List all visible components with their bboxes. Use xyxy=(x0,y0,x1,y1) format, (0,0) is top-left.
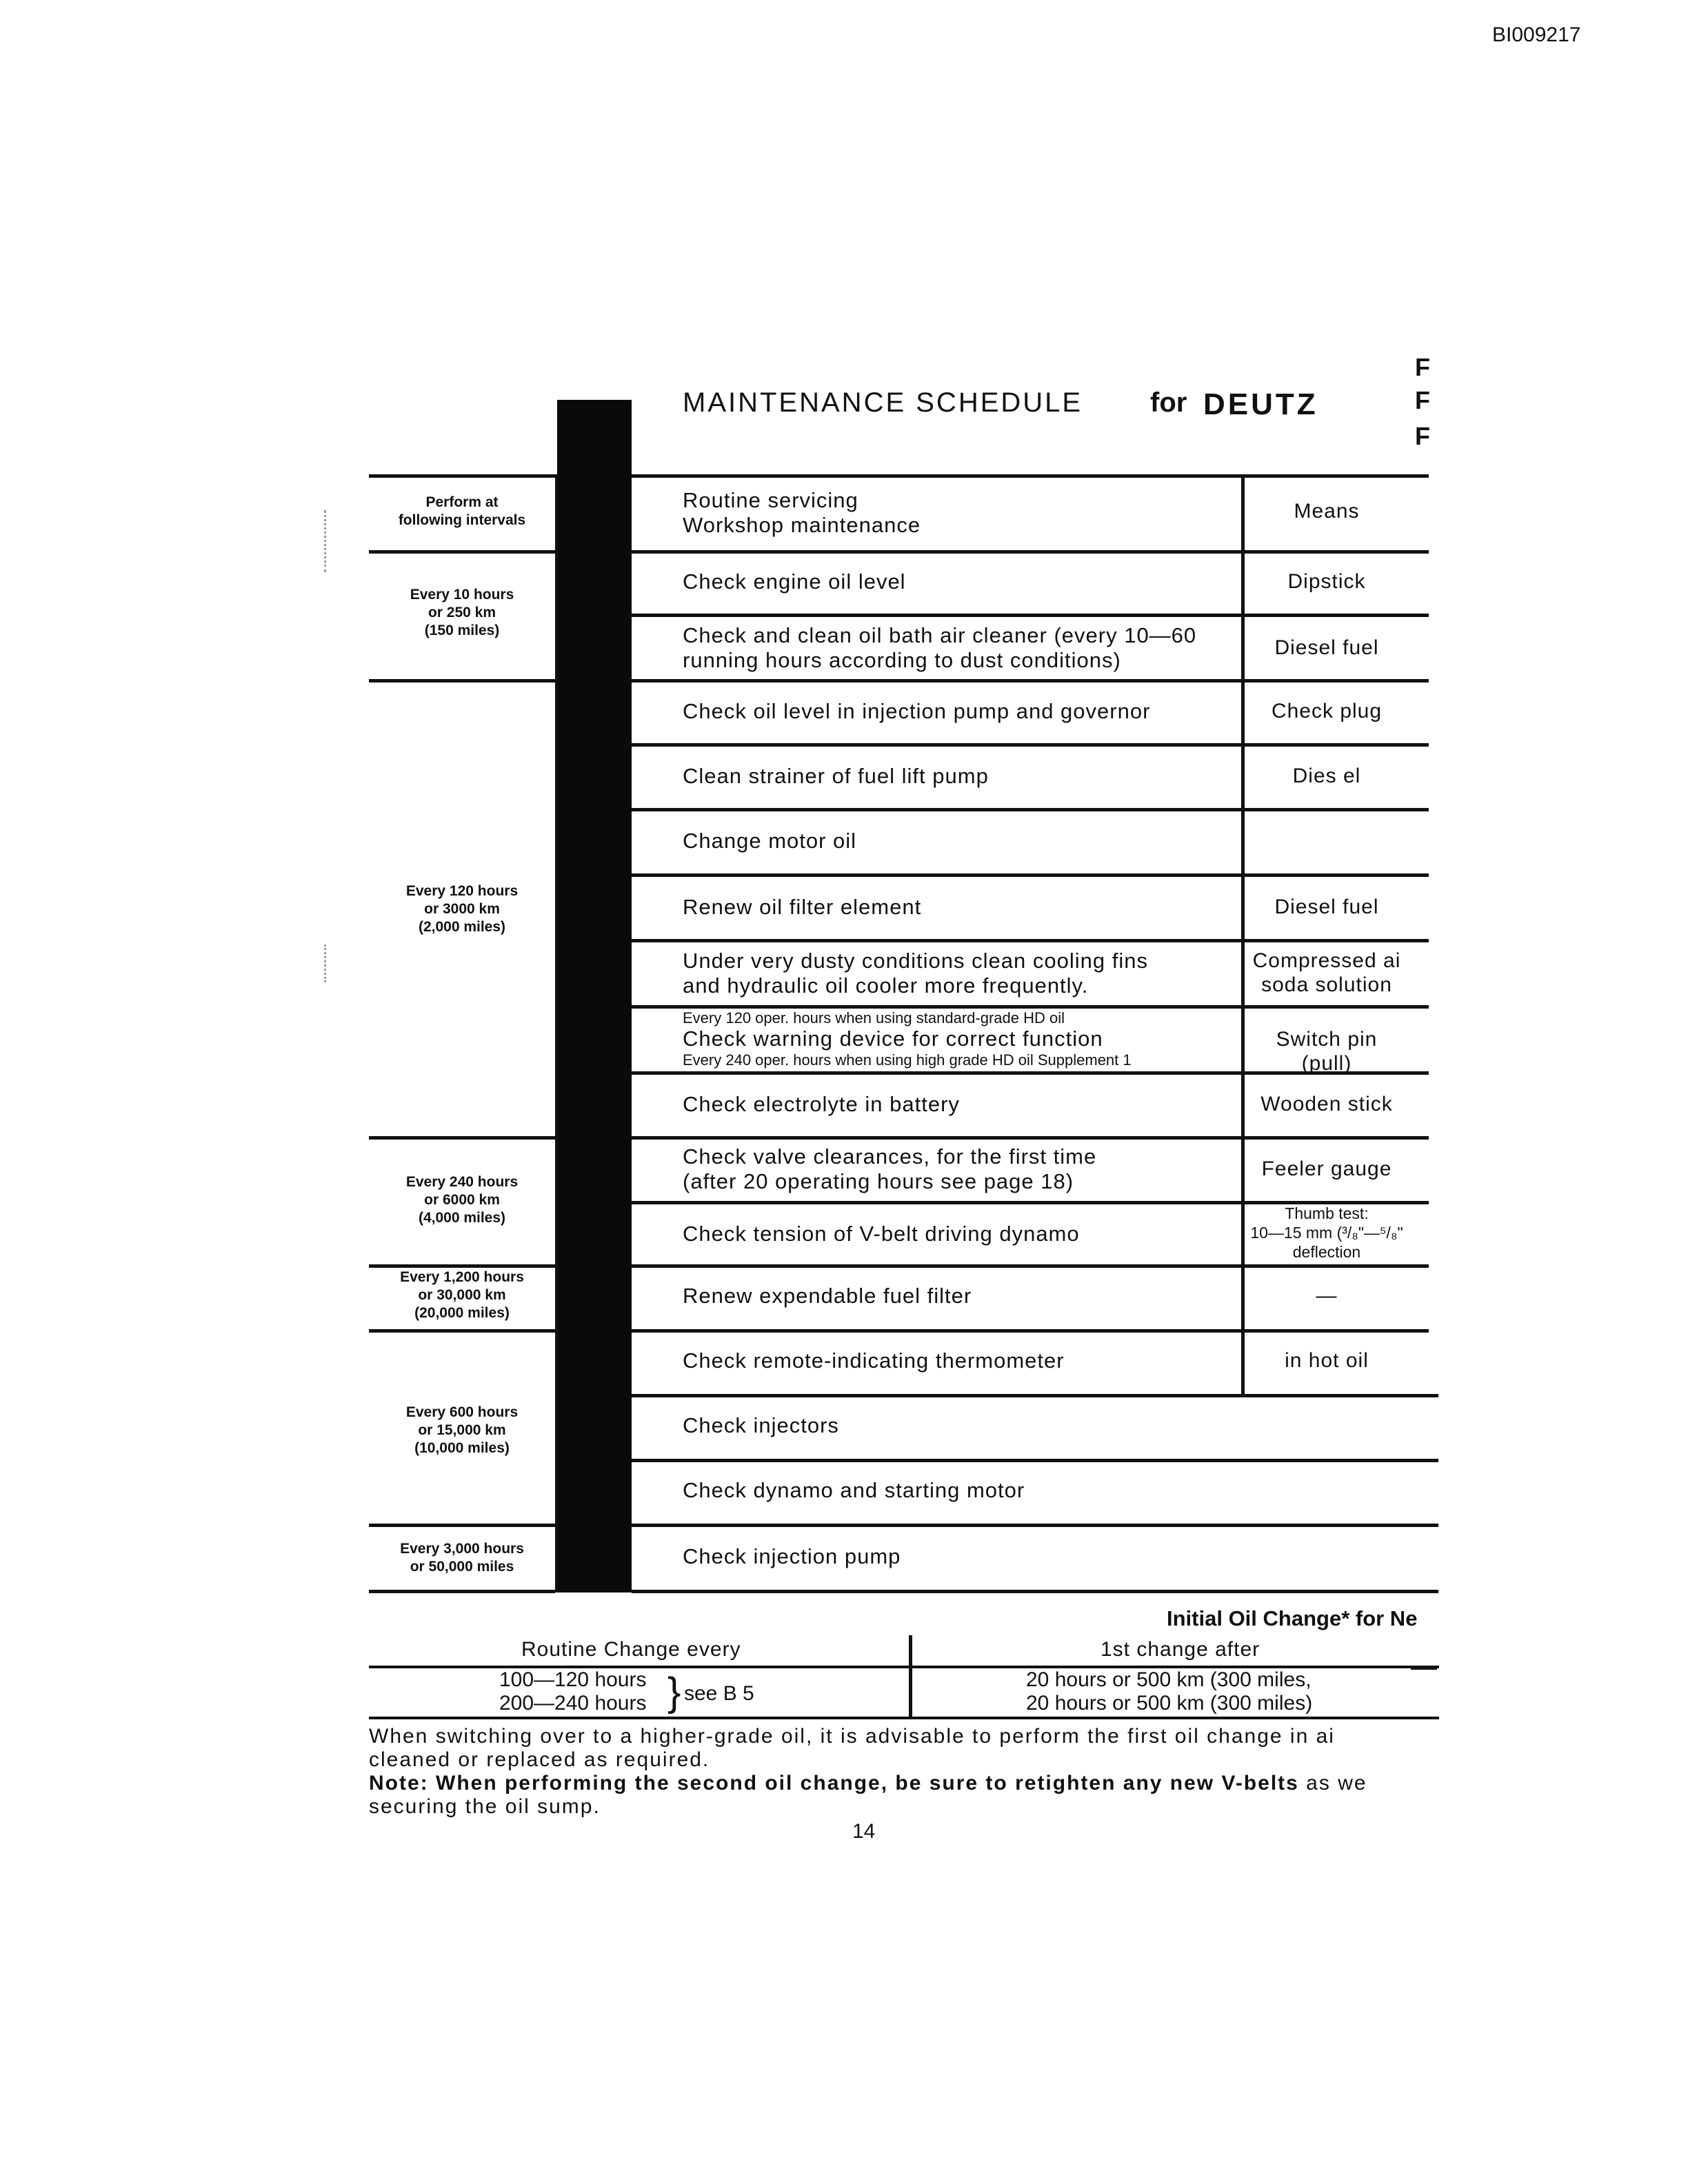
edge-letter: F xyxy=(1415,353,1430,381)
interval-600h: Every 600 hours or 15,000 km (10,000 miles) xyxy=(405,1404,519,1456)
rule xyxy=(369,1136,555,1140)
rule xyxy=(632,873,1429,877)
means-cell: in hot oil xyxy=(1285,1349,1369,1372)
page-title: MAINTENANCE SCHEDULE xyxy=(683,387,1083,418)
rule xyxy=(632,808,1429,811)
task-row: Check valve clearances, for the first time (after 20 operating hours see page 18) xyxy=(683,1144,1097,1193)
brace: } xyxy=(667,1670,681,1715)
page-number: 14 xyxy=(852,1820,876,1843)
task-row: Clean strainer of fuel lift pump xyxy=(683,764,989,788)
rule xyxy=(369,1264,555,1268)
means-cell: Dipstick xyxy=(1287,570,1366,593)
first-change-values: 20 hours or 500 km (300 miles, 20 hours or 500 km (300 miles) xyxy=(1026,1668,1313,1715)
edge-letter: F xyxy=(1415,386,1430,414)
task-row: Check dynamo and starting motor xyxy=(683,1478,1025,1502)
black-vertical-bar xyxy=(557,400,632,1593)
rule xyxy=(369,474,555,478)
oil-change-heading: Initial Oil Change* for Ne xyxy=(1167,1606,1418,1630)
interval-1200h: Every 1,200 hours or 30,000 km (20,000 miles) xyxy=(400,1269,524,1321)
see-reference: see B 5 xyxy=(684,1682,754,1705)
rule xyxy=(632,1394,1438,1397)
task-row: Check engine oil level xyxy=(683,569,906,594)
first-change-header: 1st change after xyxy=(1101,1638,1260,1661)
means-cell: Diesel fuel xyxy=(1274,636,1379,659)
advice-paragraph: When switching over to a higher-grade oil, it is advisable to perform the first oil change in ai cleaned or replaced as required. Note: When performing the second oil change, be sure to retighten any new V-belts as we securing the oil sump. xyxy=(369,1725,1367,1818)
task-row: Every 120 oper. hours when using standard-grade HD oil Check warning device for correct function Every 240 oper. hours when using high grade HD oil Supplement 1 xyxy=(683,1009,1132,1069)
rule xyxy=(632,679,1429,682)
task-row: Check tension of V-belt driving dynamo xyxy=(683,1222,1080,1246)
rule xyxy=(632,614,1429,617)
column-divider xyxy=(1241,474,1245,1394)
task-row: Check and clean oil bath air cleaner (every 10—60 running hours according to dust conditions) xyxy=(683,623,1197,672)
interval-240h: Every 240 hours or 6000 km (4,000 miles) xyxy=(405,1174,519,1226)
task-header: Routine servicing Workshop maintenance xyxy=(683,488,921,537)
edge-letter: F xyxy=(1415,422,1430,450)
rule xyxy=(632,743,1429,747)
margin-mark xyxy=(324,944,328,982)
brand-logo: DEUTZ xyxy=(1203,387,1318,421)
means-cell: Wooden stick xyxy=(1260,1093,1393,1115)
rule xyxy=(632,1329,1429,1333)
interval-header: Perform at following intervals xyxy=(398,494,526,528)
rule xyxy=(369,550,555,554)
means-cell: Feeler gauge xyxy=(1261,1157,1392,1180)
rule xyxy=(369,1524,555,1527)
means-cell: Compressed ai soda solution xyxy=(1252,949,1401,996)
means-cell: Thumb test: 10—15 mm (³/₈"—⁵/₈" deflection xyxy=(1250,1204,1403,1261)
means-cell: Dies el xyxy=(1292,765,1361,787)
rule xyxy=(632,1590,1438,1593)
rule xyxy=(369,679,555,682)
means-cell: Diesel fuel xyxy=(1274,896,1379,918)
column-divider xyxy=(909,1635,912,1718)
rule xyxy=(632,1005,1429,1009)
means-header: Means xyxy=(1294,500,1360,523)
task-row: Renew expendable fuel filter xyxy=(683,1284,972,1308)
rule xyxy=(1411,1667,1437,1670)
column-divider xyxy=(555,474,559,1593)
rule xyxy=(632,1524,1438,1527)
rule xyxy=(632,1136,1429,1140)
means-cell: Check plug xyxy=(1271,700,1383,722)
task-row: Check electrolyte in battery xyxy=(683,1092,960,1116)
task-row: Check oil level in injection pump and governor xyxy=(683,699,1151,723)
rule xyxy=(369,1590,555,1593)
task-row: Check injectors xyxy=(683,1413,839,1437)
rule xyxy=(369,1717,1439,1719)
rule xyxy=(369,1329,555,1333)
routine-values: 100—120 hours 200—240 hours xyxy=(499,1668,647,1715)
for-word: for xyxy=(1150,387,1187,418)
task-row: Under very dusty conditions clean cooling fins and hydraulic oil cooler more frequently. xyxy=(683,949,1148,998)
rule xyxy=(632,1459,1438,1462)
means-cell: Switch pin (pull) xyxy=(1276,1028,1378,1075)
rule xyxy=(632,550,1429,554)
document-id: BI009217 xyxy=(1492,23,1581,46)
task-row: Change motor oil xyxy=(683,829,857,853)
interval-3000h: Every 3,000 hours or 50,000 miles xyxy=(400,1541,524,1575)
routine-change-header: Routine Change every xyxy=(521,1638,741,1661)
interval-10h: Every 10 hours or 250 km (150 miles) xyxy=(410,587,514,638)
task-row: Renew oil filter element xyxy=(683,895,922,919)
margin-mark xyxy=(324,510,328,572)
task-row: Check remote-indicating thermometer xyxy=(683,1348,1065,1373)
means-cell: — xyxy=(1316,1284,1338,1307)
task-row: Check injection pump xyxy=(683,1544,901,1568)
interval-120h: Every 120 hours or 3000 km (2,000 miles) xyxy=(405,883,519,935)
rule xyxy=(632,939,1429,942)
rule xyxy=(632,474,1429,478)
rule xyxy=(632,1264,1429,1268)
